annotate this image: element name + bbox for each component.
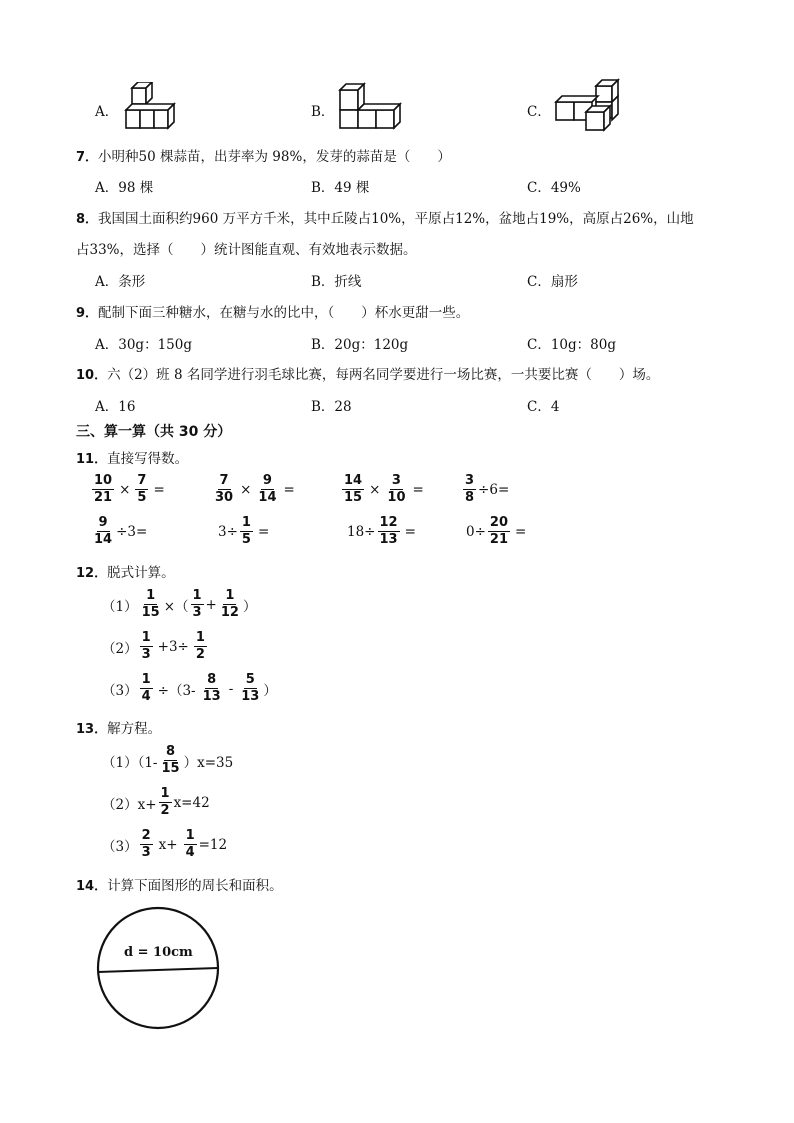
q13-stem [76, 717, 161, 737]
q6-option-c-figure [552, 78, 626, 134]
q8-option-a: A．条形 [95, 274, 146, 290]
q11-stem [76, 447, 188, 467]
q8-text-line1: 我国国土面积约960 万平方千米，其中丘陵占10%，平原占12%，盆地占19%，高原占26%，山地 [98, 211, 694, 227]
q10-option-a: A．16 [95, 399, 136, 415]
q11-item-2: $\frac{7}{30}$ × $\frac{9}{14}$ = [215, 473, 295, 505]
q11-item-7: 18÷ $\frac{12}{13}$ = [347, 515, 416, 547]
q7-stem [76, 145, 451, 165]
q13-text: 解方程。 [107, 721, 162, 737]
q7-option-b: B．49 棵 [311, 180, 370, 196]
circle-figure [94, 904, 222, 1032]
fraction: $\frac{14}{15}$ [344, 473, 363, 505]
q6-option-a-figure [122, 82, 180, 132]
q11-item-4: $\frac{3}{8}$ ÷6= [465, 473, 510, 505]
q13-part-1: （1）（1- $\frac{8}{15}$ ）x=35 [102, 744, 234, 776]
q8-number: 8． [76, 211, 99, 227]
fraction: $\frac{7}{30}$ [215, 473, 234, 505]
q9-text: 配制下面三种糖水，在糖与水的比中，（ ）杯水更甜一些。 [98, 305, 470, 321]
fraction: $\frac{12}{13}$ [379, 515, 398, 547]
fraction: $\frac{3}{10}$ [387, 473, 406, 505]
section-heading: 三、算一算（共 30 分） [76, 424, 232, 440]
q12-part-3: （3） $\frac{1}{4}$ ÷（3- $\frac{8}{13}$ - $\frac{5}{13}$ ） [102, 672, 277, 704]
q7-number: 7． [76, 149, 99, 165]
q9-option-c: C．10g：80g [527, 337, 616, 353]
q12-part-2: （2） $\frac{1}{3}$ +3÷ $\frac{1}{2}$ [102, 630, 205, 662]
q9-option-b: B．20g：120g [311, 337, 409, 353]
q9-option-a: A．30g：150g [95, 337, 192, 353]
q10-option-c: C．4 [527, 399, 560, 415]
q9-number: 9． [76, 305, 99, 321]
fraction: $\frac{20}{21}$ [489, 515, 508, 547]
q7-option-a: A．98 棵 [95, 180, 154, 196]
q11-item-6: 3÷ $\frac{1}{5}$ = [218, 515, 270, 547]
q13-part-3: （3） $\frac{2}{3}$ x+ $\frac{1}{4}$ =12 [102, 828, 228, 860]
fraction: $\frac{3}{8}$ [465, 473, 475, 505]
q12-part-1: （1） $\frac{1}{15}$ ×（ $\frac{1}{3}$ + $\frac{1}{12}$ ） [102, 588, 257, 620]
q10-number: 10． [76, 367, 108, 383]
fraction: $\frac{7}{5}$ [137, 473, 147, 505]
fraction: $\frac{1}{5}$ [241, 515, 251, 547]
q11-text: 直接写得数。 [107, 451, 189, 467]
q8-stem-line1 [76, 207, 694, 227]
q12-number: 12． [76, 565, 108, 581]
q14-number: 14． [76, 878, 108, 894]
q7-option-c: C．49% [527, 180, 581, 196]
q8-text-line2: 占33%，选择（ ）统计图能直观、有效地表示数据。 [76, 242, 417, 258]
q7-text: 小明种50 棵蒜苗，出芽率为 98%，发芽的蒜苗是（ ） [98, 149, 451, 165]
q9-stem [76, 301, 469, 321]
q6-option-b-figure [336, 82, 408, 132]
fraction: $\frac{10}{21}$ [94, 473, 113, 505]
q13-number: 13． [76, 721, 108, 737]
q11-item-1: $\frac{10}{21}$ × $\frac{7}{5}$ = [94, 473, 165, 505]
fraction: $\frac{9}{14}$ [258, 473, 277, 505]
q10-option-b: B．28 [311, 399, 352, 415]
q14-text: 计算下面图形的周长和面积。 [107, 878, 283, 894]
q6-option-c-label: C． [527, 104, 551, 120]
diameter-label: d = 10cm [124, 945, 193, 960]
q13-part-2: （2）x+ $\frac{1}{2}$ x=42 [102, 786, 210, 818]
q10-text: 六（2）班 8 名同学进行羽毛球比赛，每两名同学要进行一场比赛，一共要比赛（ ）场。 [107, 367, 660, 383]
q8-option-b: B．折线 [311, 274, 362, 290]
q12-stem [76, 561, 175, 581]
q6-option-a-label: A． [95, 104, 119, 120]
fraction: $\frac{9}{14}$ [94, 515, 113, 547]
q8-option-c: C．扇形 [527, 274, 578, 290]
q14-stem [76, 874, 283, 894]
q11-item-8: 0÷ $\frac{20}{21}$ = [466, 515, 527, 547]
q11-number: 11． [76, 451, 108, 467]
q11-item-3: $\frac{14}{15}$ × $\frac{3}{10}$ = [344, 473, 424, 505]
q6-option-b-label: B． [311, 104, 335, 120]
q11-item-5: $\frac{9}{14}$ ÷3= [94, 515, 148, 547]
q10-stem [76, 363, 659, 383]
q12-text: 脱式计算。 [107, 565, 175, 581]
